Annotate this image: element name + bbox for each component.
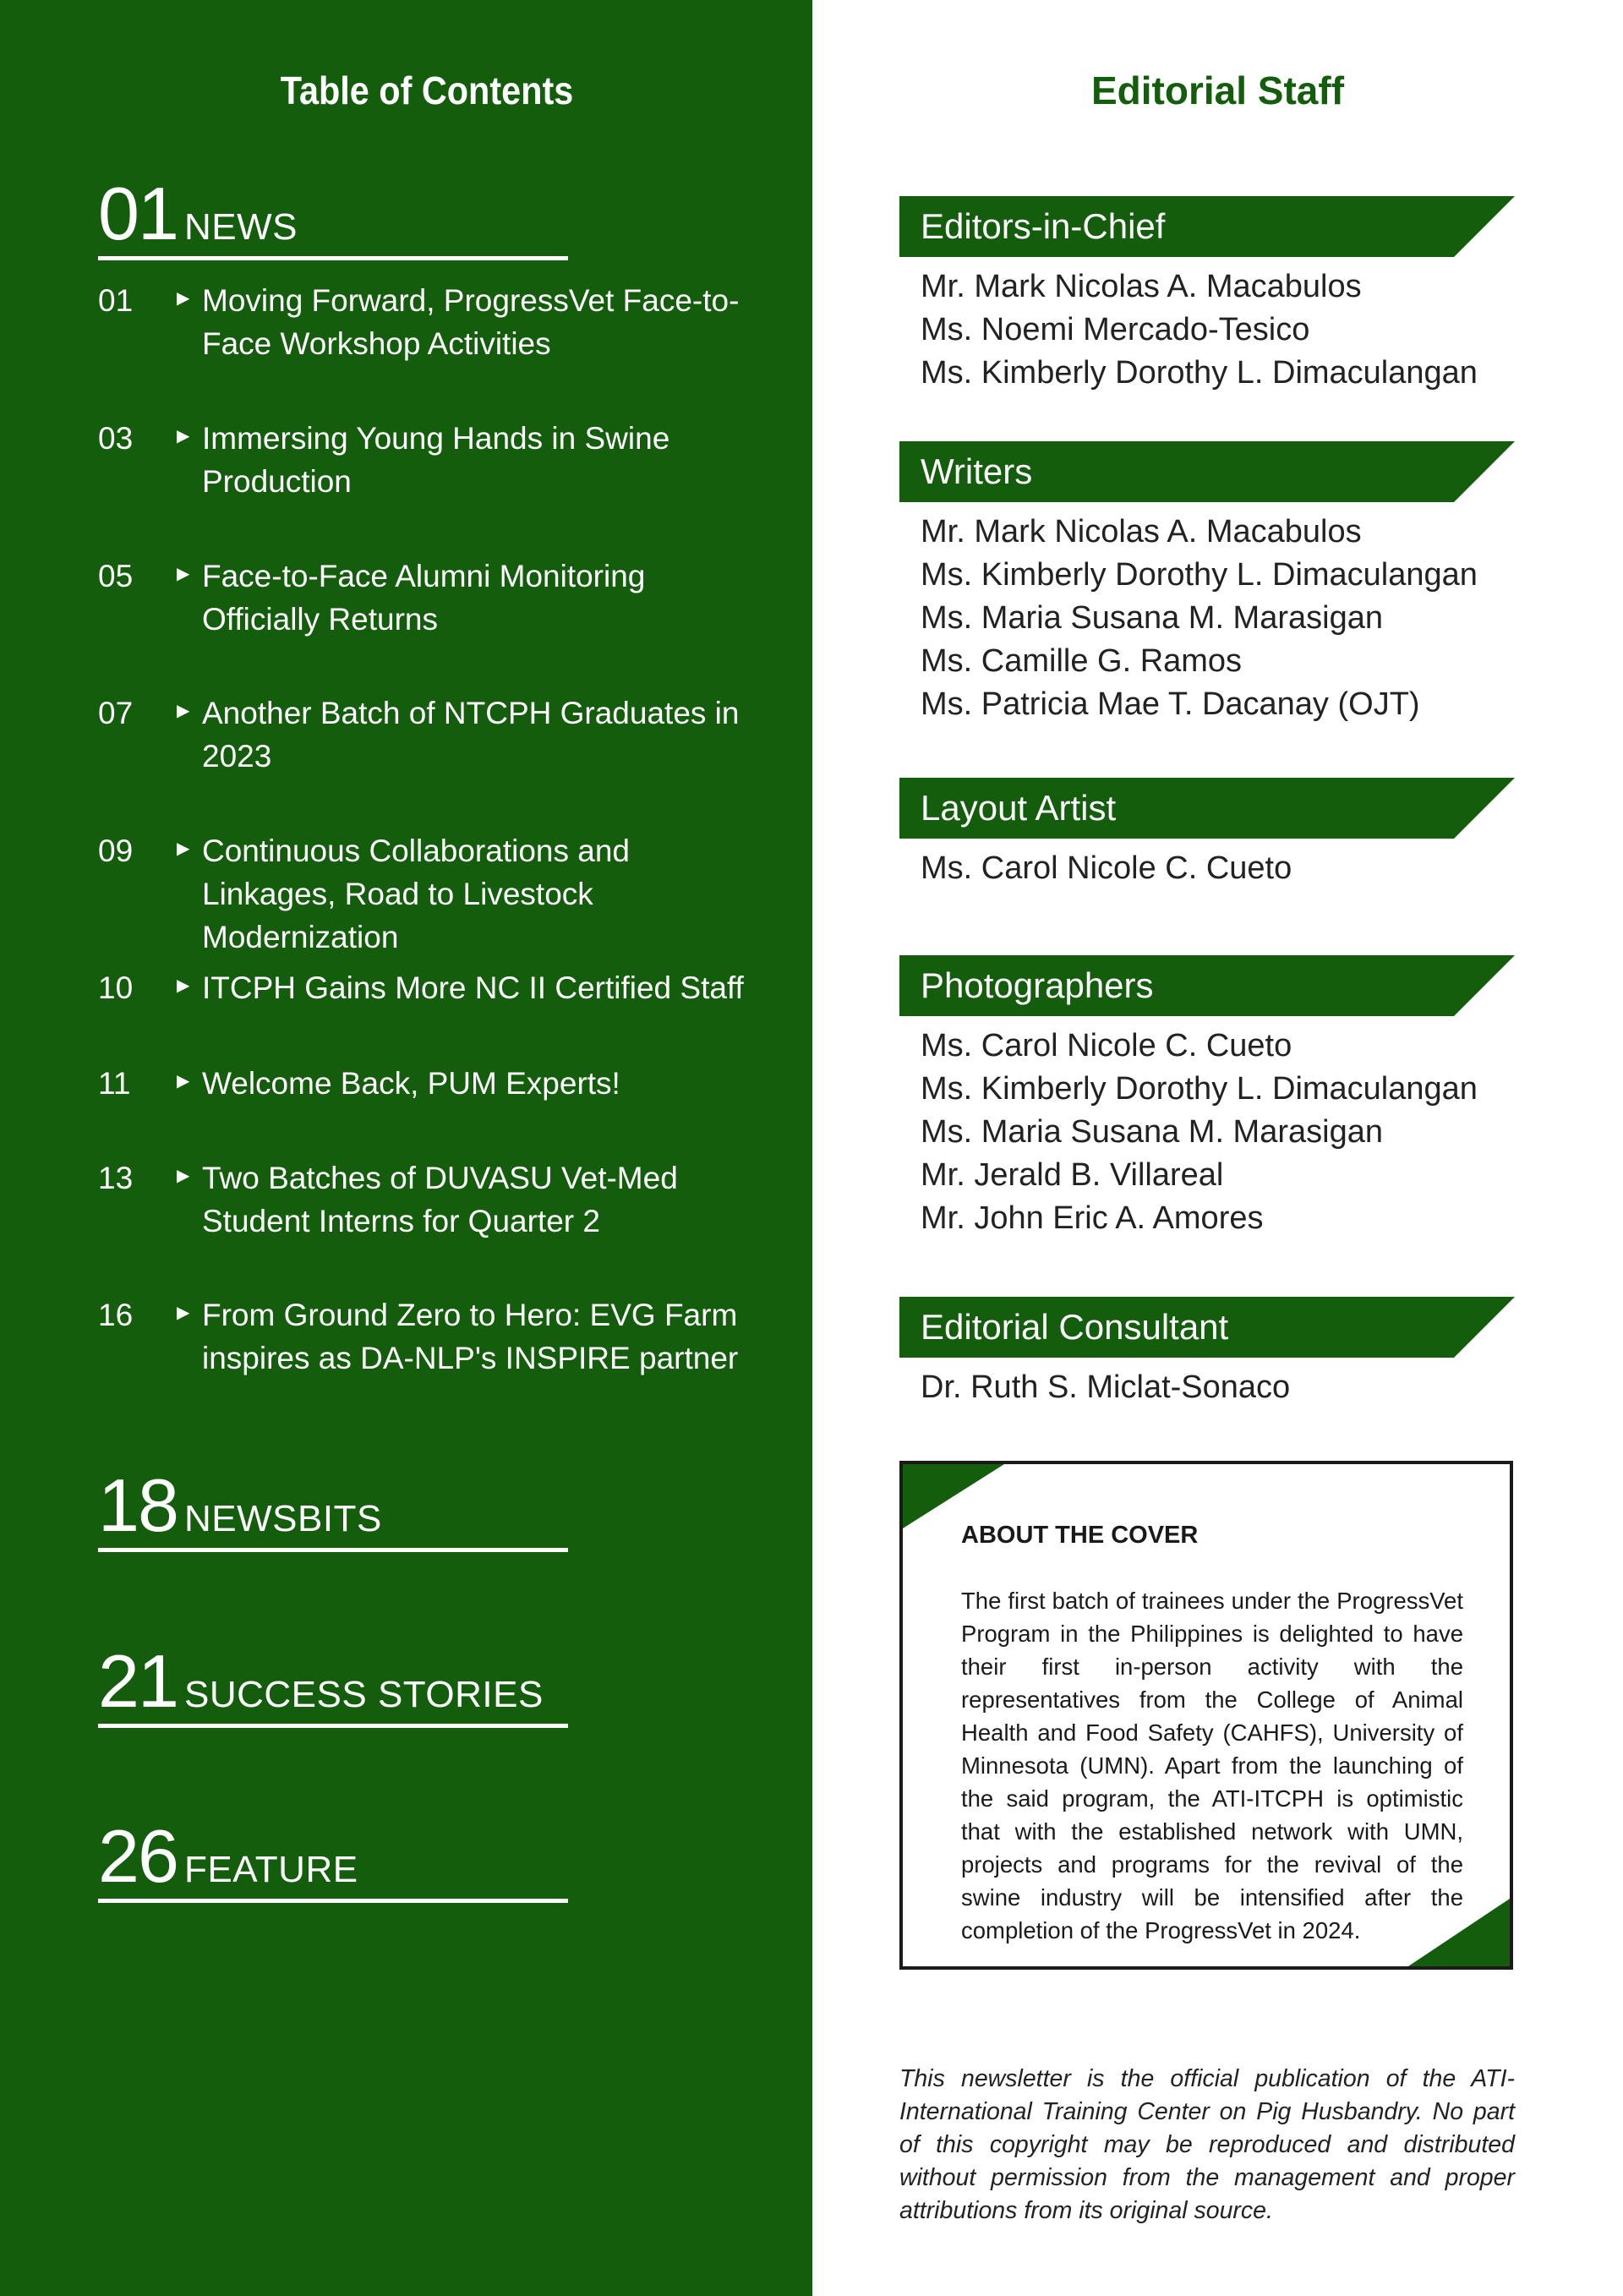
- staff-name: Ms. Kimberly Dorothy L. Dimaculangan: [921, 355, 1478, 391]
- section-name: NEWSBITS: [184, 1498, 382, 1539]
- page-number: 07: [98, 696, 134, 730]
- triangle-right-icon: ▶: [177, 1167, 190, 1185]
- staff-name: Ms. Kimberly Dorothy L. Dimaculangan: [921, 1071, 1478, 1107]
- toc-title: Table of Contents: [280, 68, 574, 112]
- news-item-title: Welcome Back, PUM Experts!: [202, 1066, 620, 1101]
- role-label: Writers: [921, 451, 1033, 491]
- staff-name: Ms. Noemi Mercado-Tesico: [921, 312, 1310, 347]
- staff-group-photographers: [899, 955, 1515, 1240]
- role-label: Layout Artist: [921, 788, 1117, 828]
- page-number: 01: [98, 283, 134, 318]
- staff-group-editors-in-chief: [899, 196, 1515, 395]
- staff-name: Ms. Maria Susana M. Marasigan: [921, 1114, 1383, 1150]
- role-banner: [899, 441, 1515, 502]
- triangle-right-icon: ▶: [177, 702, 190, 720]
- triangle-right-icon: ▶: [177, 1304, 190, 1322]
- staff-group-layout-artist: [899, 778, 1515, 890]
- triangle-right-icon: ▶: [177, 1072, 190, 1091]
- name-list: [899, 847, 1515, 890]
- news-item-title: Continuous Collaborations and Linkages, Road to Livestock Modernization: [202, 834, 631, 954]
- staff-name: Mr. John Eric A. Amores: [921, 1200, 1264, 1236]
- staff-group-editorial-consultant: [899, 1297, 1515, 1409]
- staff-name: Mr. Mark Nicolas A. Macabulos: [921, 514, 1362, 549]
- triangle-right-icon: ▶: [177, 839, 190, 858]
- role-label: Editors-in-Chief: [921, 206, 1166, 246]
- page-number: 03: [98, 421, 134, 456]
- toc-section-feature[interactable]: [98, 1814, 568, 1903]
- staff-name: Ms. Carol Nicole C. Cueto: [921, 1028, 1292, 1063]
- role-banner: [899, 778, 1515, 839]
- triangle-right-icon: ▶: [177, 976, 190, 995]
- name-list: [899, 1025, 1515, 1240]
- page-number: 09: [98, 834, 134, 868]
- triangle-right-icon: ▶: [177, 565, 190, 583]
- triangle-right-icon: ▶: [177, 289, 190, 308]
- triangle-right-icon: ▶: [177, 427, 190, 446]
- staff-group-writers: [899, 441, 1515, 726]
- section-name: FEATURE: [184, 1849, 358, 1890]
- staff-name: Ms. Kimberly Dorothy L. Dimaculangan: [921, 557, 1478, 593]
- section-name: NEWS: [184, 206, 298, 248]
- section-name: SUCCESS STORIES: [184, 1674, 544, 1715]
- news-item-title: Two Batches of DUVASU Vet-Med Student Interns for Quarter 2: [202, 1161, 678, 1238]
- news-item-title: ITCPH Gains More NC II Certified Staff: [202, 970, 744, 1005]
- news-item-title: Another Batch of NTCPH Graduates in 2023: [202, 696, 740, 774]
- role-label: Editorial Consultant: [921, 1307, 1229, 1347]
- section-number: 01: [98, 172, 178, 255]
- name-list: [899, 511, 1515, 726]
- toc-section-newsbits[interactable]: [98, 1463, 568, 1552]
- news-item-title: Immersing Young Hands in Swine Production: [202, 421, 670, 499]
- section-number: 26: [98, 1814, 178, 1898]
- page-number: 13: [98, 1161, 134, 1195]
- role-banner: [899, 196, 1515, 257]
- editorial-staff-title: Editorial Staff: [1090, 68, 1345, 112]
- staff-name: Ms. Maria Susana M. Marasigan: [921, 600, 1383, 636]
- toc-section-news[interactable]: [98, 172, 568, 260]
- corner-triangle-top-left: [903, 1464, 1004, 1528]
- news-item-title: Face-to-Face Alumni Monitoring Officially Returns: [202, 559, 646, 637]
- section-number: 21: [98, 1639, 178, 1723]
- page-number: 11: [98, 1066, 131, 1101]
- about-the-cover-box: [899, 1461, 1513, 1970]
- news-item-title: From Ground Zero to Hero: EVG Farm inspires as DA-NLP's INSPIRE partner: [202, 1298, 739, 1375]
- page-number: 16: [98, 1298, 134, 1332]
- name-list: [899, 265, 1515, 395]
- cover-heading: ABOUT THE COVER: [961, 1522, 1199, 1549]
- staff-name: Ms. Patricia Mae T. Dacanay (OJT): [921, 686, 1420, 722]
- news-item-title: Moving Forward, ProgressVet Face-to-Face Workshop Activities: [202, 283, 740, 361]
- name-list: [899, 1366, 1515, 1409]
- toc-section-success-stories[interactable]: [98, 1639, 568, 1728]
- role-banner: [899, 1297, 1515, 1358]
- page-number: 10: [98, 970, 134, 1005]
- cover-description: The first batch of trainees under the ProgressVet Program in the Philippines is delighted to have their first in-person activity with the representatives from the College of Animal Health and Food Safety (CAHFS), University of Minnesota (UMN). Apart from the launching of the said program, the ATI-ITCPH is optimistic that with the established network with UMN, projects and programs for the revival of the swine industry will be intensified after the completion of the ProgressVet in 2024.: [961, 1588, 1463, 1943]
- role-label: Photographers: [921, 965, 1154, 1005]
- staff-name: Mr. Jerald B. Villareal: [921, 1157, 1224, 1193]
- section-number: 18: [98, 1463, 178, 1547]
- role-banner: [899, 955, 1515, 1016]
- staff-name: Mr. Mark Nicolas A. Macabulos: [921, 269, 1362, 304]
- page-number: 05: [98, 559, 134, 593]
- copyright-disclaimer: This newsletter is the official publication of the ATI-International Training Center on Pig Husbandry. No part of this copyright may be reproduced and distributed without permission from the management and proper attributions from its original source.: [899, 2065, 1515, 2224]
- staff-name: Dr. Ruth S. Miclat-Sonaco: [921, 1369, 1291, 1405]
- staff-name: Ms. Carol Nicole C. Cueto: [921, 850, 1292, 886]
- staff-name: Ms. Camille G. Ramos: [921, 643, 1243, 679]
